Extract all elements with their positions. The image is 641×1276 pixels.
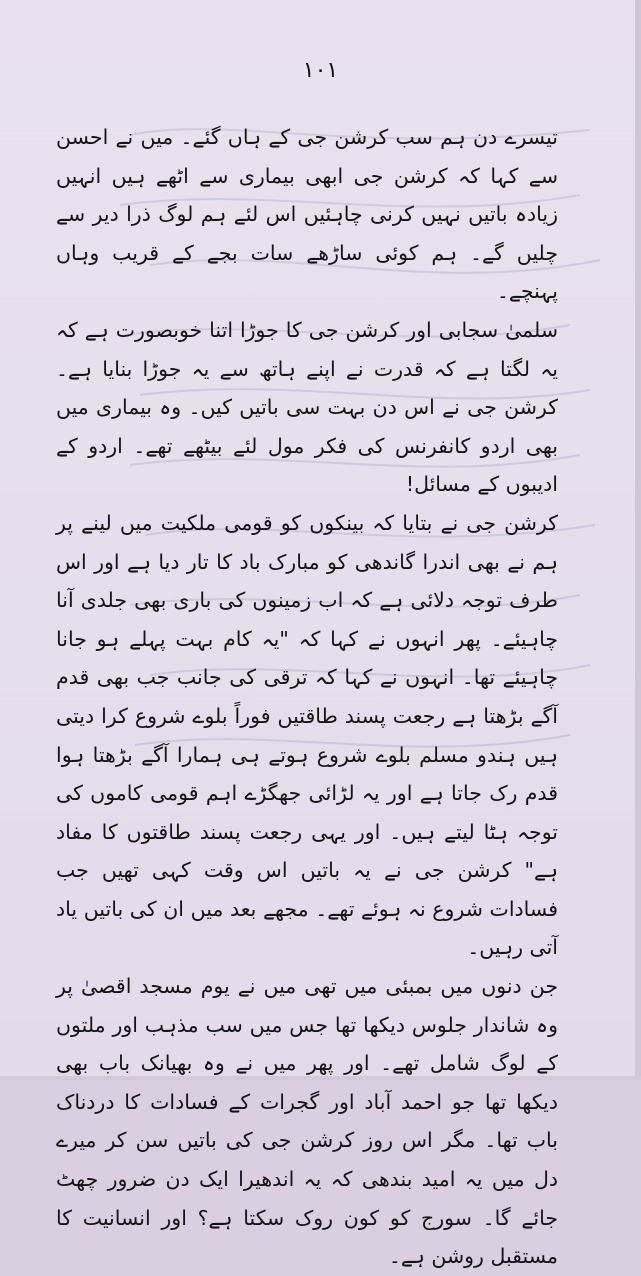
paragraph-4: جن دنوں میں بمبئی میں تھی میں نے یوم مسجد اقصیٰ پر وہ شاندار جلوس دیکھا تھا جس میں سب مذہب اور ملتوں کے لوگ شامل تھے۔ اور پھر میں نے وہ بھیانک باب بھی دیکھا تھا جو احمد آباد اور گجرات کے فسادات کا دردناک باب تھا۔ مگر اس روز کرشن جی کی باتیں سن کر میرے دل میں یہ امید بندھی کہ یہ اندھیرا ایک دن ضرور چھٹ جائے گا۔ سورج کو کون روک سکتا ہے؟ اور انسانیت کا مستقبل روشن ہے۔ [56,974,558,1269]
paragraph-3: کرشن جی نے بتایا کہ بینکوں کو قومی ملکیت میں لینے پر ہم نے بھی اندرا گاندھی کو مبارک باد کا تار دیا ہے اور اس طرف توجہ دلائی ہے کہ اب زمینوں کی باری بھی جلدی آنا چاہیئے۔ پھر انہوں نے کہا کہ "یہ کام بہت پہلے ہو جانا چاہیئے تھا۔ انہوں نے کہا کہ ترقی کی جانب جب بھی قدم آگے بڑھتا ہے رجعت پسند طاقتیں فوراً بلوے شروع کرا دیتی ہیں ہندو مسلم بلوے شروع ہوتے ہی ہمارا آگے بڑھتا ہوا قدم رک جاتا ہے اور یہ لڑائی جھگڑے اہم قومی کاموں کی توجہ ہٹا لیتے ہیں۔ اور یہی رجعت پسند طاقتوں کا مفاد ہے" کرشن جی نے یہ باتیں اس وقت کہی تھیں جب فسادات شروع نہ ہوئے تھے۔ مجھے بعد میں ان کی باتیں یاد آتی رہیں۔ [56,510,558,960]
page-edge-right [635,0,641,1080]
paragraph-2: سلمیٰ سجابی اور کرشن جی کا جوڑا اتنا خوبصورت ہے کہ یہ لگتا ہے کہ قدرت نے اپنے ہاتھ سے یہ جوڑا بنایا ہے۔ کرشن جی نے اس دن بہت سی باتیں کیں۔ وہ بیماری میں بھی اردو کانفرنس کی فکر مول لئے بیٹھے تھے۔ اردو کے ادیبوں کے مسائل! [56,317,558,497]
body-text [56,118,596,1276]
page-edge-bottom [0,1076,641,1080]
paragraph-1: تیسرے دن ہم سب کرشن جی کے ہاں گئے۔ میں نے احسن سے کہا کہ کرشن جی ابھی بیماری سے اٹھے ہیں انہیں زیادہ باتیں نہیں کرنی چاہئیں اس لئے ہم لوگ ذرا دیر سے چلیں گے۔ ہم کوئی ساڑھے سات بجے کے قریب وہاں پہنچے۔ [56,125,558,304]
page-number: ١٠١ [302,58,339,83]
